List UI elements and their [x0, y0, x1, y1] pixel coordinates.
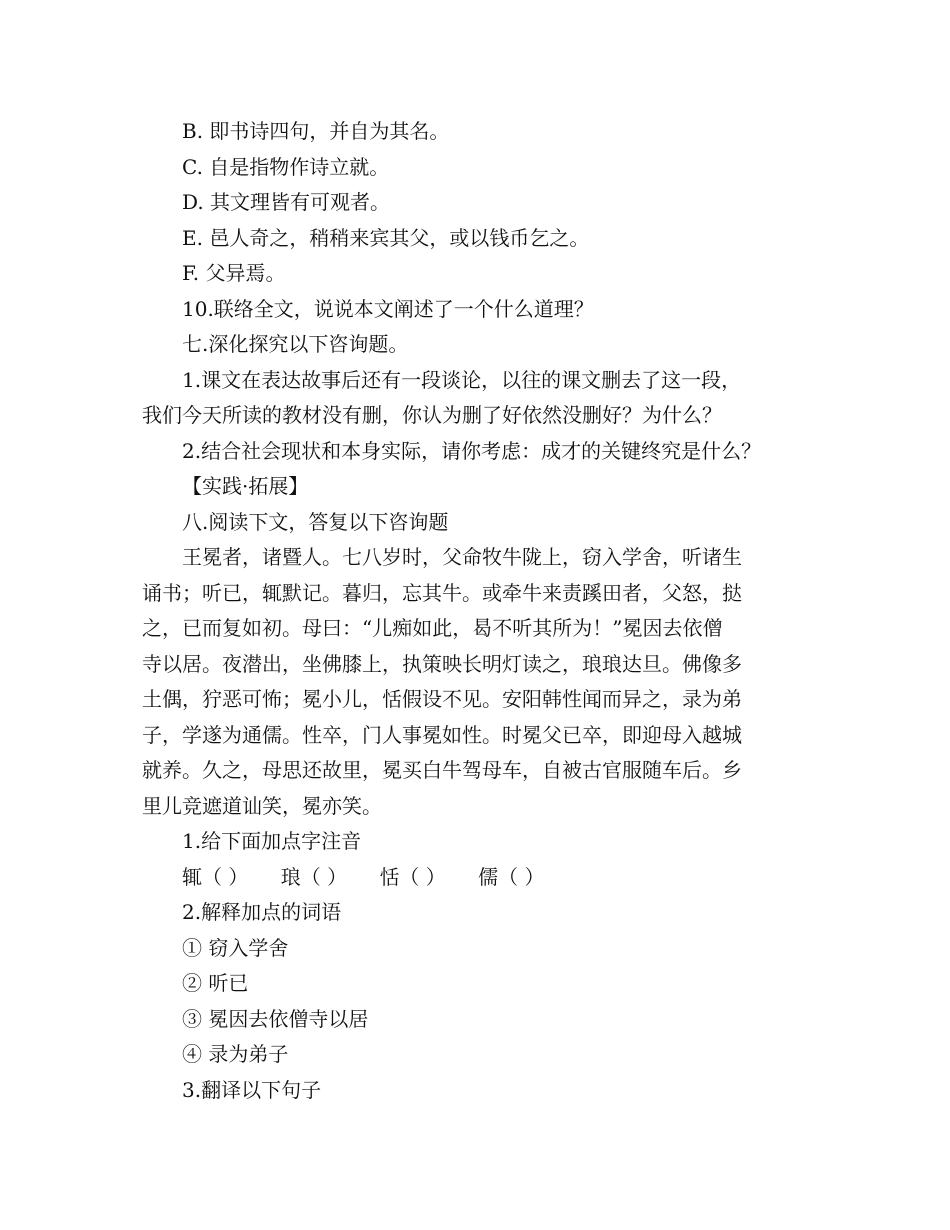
pinyin-row	[142, 860, 812, 896]
option-c: C. 自是指物作诗立就。	[182, 154, 390, 179]
word-item-3: ③ 冕因去依僧寺以居	[182, 1006, 369, 1031]
section-8-q2: 2.解释加点的词语	[182, 900, 342, 924]
passage-line-4: 寺以居。夜潜出，坐佛膝上，执策映长明灯读之，琅琅达旦。佛像多	[142, 651, 742, 676]
section-7-q1-line1: 1.课文在表达故事后还有一段谈论，以往的课文删去了这一段，	[182, 367, 742, 392]
word-item-1: ① 窃入学舍	[182, 935, 289, 960]
passage-line-8: 里儿竞遮道讪笑，冕亦笑。	[142, 793, 382, 818]
word-item-2: ② 听已	[182, 971, 249, 995]
section-8-q3: 3.翻译以下句子	[182, 1077, 322, 1102]
pinyin-item-4: 儒（ ）	[478, 864, 545, 889]
practice-header: 【实践·拓展】	[182, 474, 309, 498]
section-8-q1: 1.给下面加点字注音	[182, 829, 362, 853]
pinyin-item-2: 琅（ ）	[280, 864, 348, 889]
section-7-q1-line2: 我们今天所读的教材没有删，你认为删了好依然没删好？为什么？	[142, 403, 722, 427]
passage-line-2: 诵书；听已，辄默记。暮归，忘其牛。或牵牛来责蹊田者，父怒，挞	[142, 580, 742, 605]
passage-line-5: 土偶，狞恶可怖；冕小儿，恬假设不见。安阳韩性闻而异之，录为弟	[142, 687, 742, 711]
section-7-title: 七.深化探究以下咨询题。	[182, 332, 409, 356]
pinyin-item-1: 辄（ ）	[182, 864, 249, 889]
word-item-4: ④ 录为弟子	[182, 1042, 289, 1066]
pinyin-item-3: 恬（ ）	[379, 864, 446, 889]
section-8-title: 八.阅读下文，答复以下咨询题	[182, 509, 449, 534]
passage-line-1: 王冕者，诸暨人。七八岁时，父命牧牛陇上，窃入学舍，听诸生	[182, 545, 742, 569]
option-f: F. 父异焉。	[182, 261, 286, 285]
option-e: E. 邑人奇之，稍稍来宾其父，或以钱币乞之。	[182, 225, 590, 250]
option-b: B. 即书诗四句，并自为其名。	[182, 119, 450, 143]
question-10: 10.联络全文，说说本文阐述了一个什么道理？	[182, 296, 594, 321]
passage-line-7: 就养。久之，母思还故里，冕买白牛驾母车，自被古官服随车后。乡	[142, 758, 742, 782]
passage-line-3: 之，已而复如初。母曰：“儿痴如此，曷不听其所为！”冕因去依僧	[142, 616, 723, 640]
section-7-q2: 2.结合社会现状和本身实际，请你考虑：成才的关键终究是什么？	[182, 438, 762, 463]
document-content	[142, 114, 812, 1108]
option-d: D. 其文理皆有可观者。	[182, 190, 391, 214]
passage-line-6: 子，学遂为通儒。性卒，门人事冕如性。时冕父已卒，即迎母入越城	[142, 722, 742, 747]
